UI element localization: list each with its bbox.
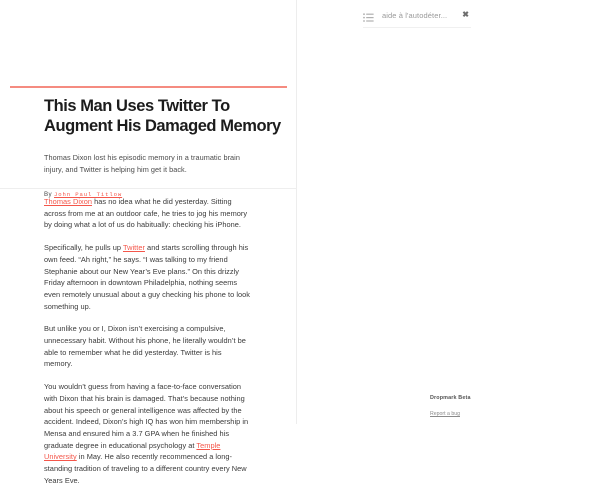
article-header bbox=[44, 96, 281, 198]
badge-title: Dropmark Beta bbox=[430, 395, 471, 401]
paragraph-1 bbox=[44, 196, 250, 231]
paragraph-4-before: You wouldn’t guess from having a face-to-face conversation with Dixon that his brain is damaged. That’s because nothing about his speech or general intelligence was affected by the accident. Indeed, Dixon’s high IQ has won him membership in Mensa and ensured him a 3.7 GPA when he finished his graduate degree in educational psychology at bbox=[44, 382, 249, 450]
paragraph-2-before: Specifically, he pulls up bbox=[44, 243, 123, 253]
paragraph-4-after: in May. He also recently recommenced a long-standing tradition of traveling to a different country every New Years Eve. bbox=[44, 452, 247, 485]
byline-prefix: By bbox=[44, 191, 52, 198]
page-title: This Man Uses Twitter To Augment His Damaged Memory bbox=[44, 97, 281, 135]
dropmark-badge bbox=[430, 394, 550, 420]
paragraph-3: But unlike you or I, Dixon isn’t exercising a compulsive, unnecessary habit. Without his phone, he literally wouldn’t be able to remember what he did yesterday. Twitter is his memory. bbox=[44, 324, 246, 369]
article-subtitle: Thomas Dixon lost his episodic memory in a traumatic brain injury, and Twitter is helping him get it back. bbox=[44, 153, 240, 174]
byline-divider bbox=[0, 188, 297, 189]
article-body bbox=[44, 196, 250, 497]
byline-author-link[interactable]: John Paul Titlow bbox=[54, 191, 123, 198]
inline-link-temple-university[interactable]: Temple University bbox=[44, 440, 221, 462]
close-icon[interactable]: ✖ bbox=[462, 10, 469, 19]
list-lines-icon[interactable] bbox=[363, 10, 374, 20]
toolbar-title: aide à l'autodéter... bbox=[382, 10, 448, 20]
paragraph-2-after: and starts scrolling through his own feed. “Ah right,” he says. “I was talking to my friend Stephanie about our New Year’s Eve plans.” On this drizzly Friday afternoon in downtown Philadelphia, nothing seems even remotely unusual about a guy checking his phone to look something up. bbox=[44, 243, 250, 311]
paragraph-2 bbox=[44, 242, 250, 312]
inline-link-twitter[interactable]: Twitter bbox=[122, 243, 145, 253]
article-column bbox=[0, 0, 297, 485]
paragraph-4 bbox=[44, 381, 250, 486]
report-a-bug-link[interactable]: Report a bug bbox=[430, 411, 460, 417]
paragraph-1-text: has no idea what he did yesterday. Sitting across from me at an outdoor cafe, he tries to jog his memory by doing what a lot of us do habitually: checking his iPhone. bbox=[44, 197, 248, 230]
top-accent-rule bbox=[10, 86, 287, 88]
inline-link-thomas-dixon[interactable]: Thomas Dixon bbox=[44, 197, 93, 206]
floating-toolbar bbox=[363, 10, 471, 28]
